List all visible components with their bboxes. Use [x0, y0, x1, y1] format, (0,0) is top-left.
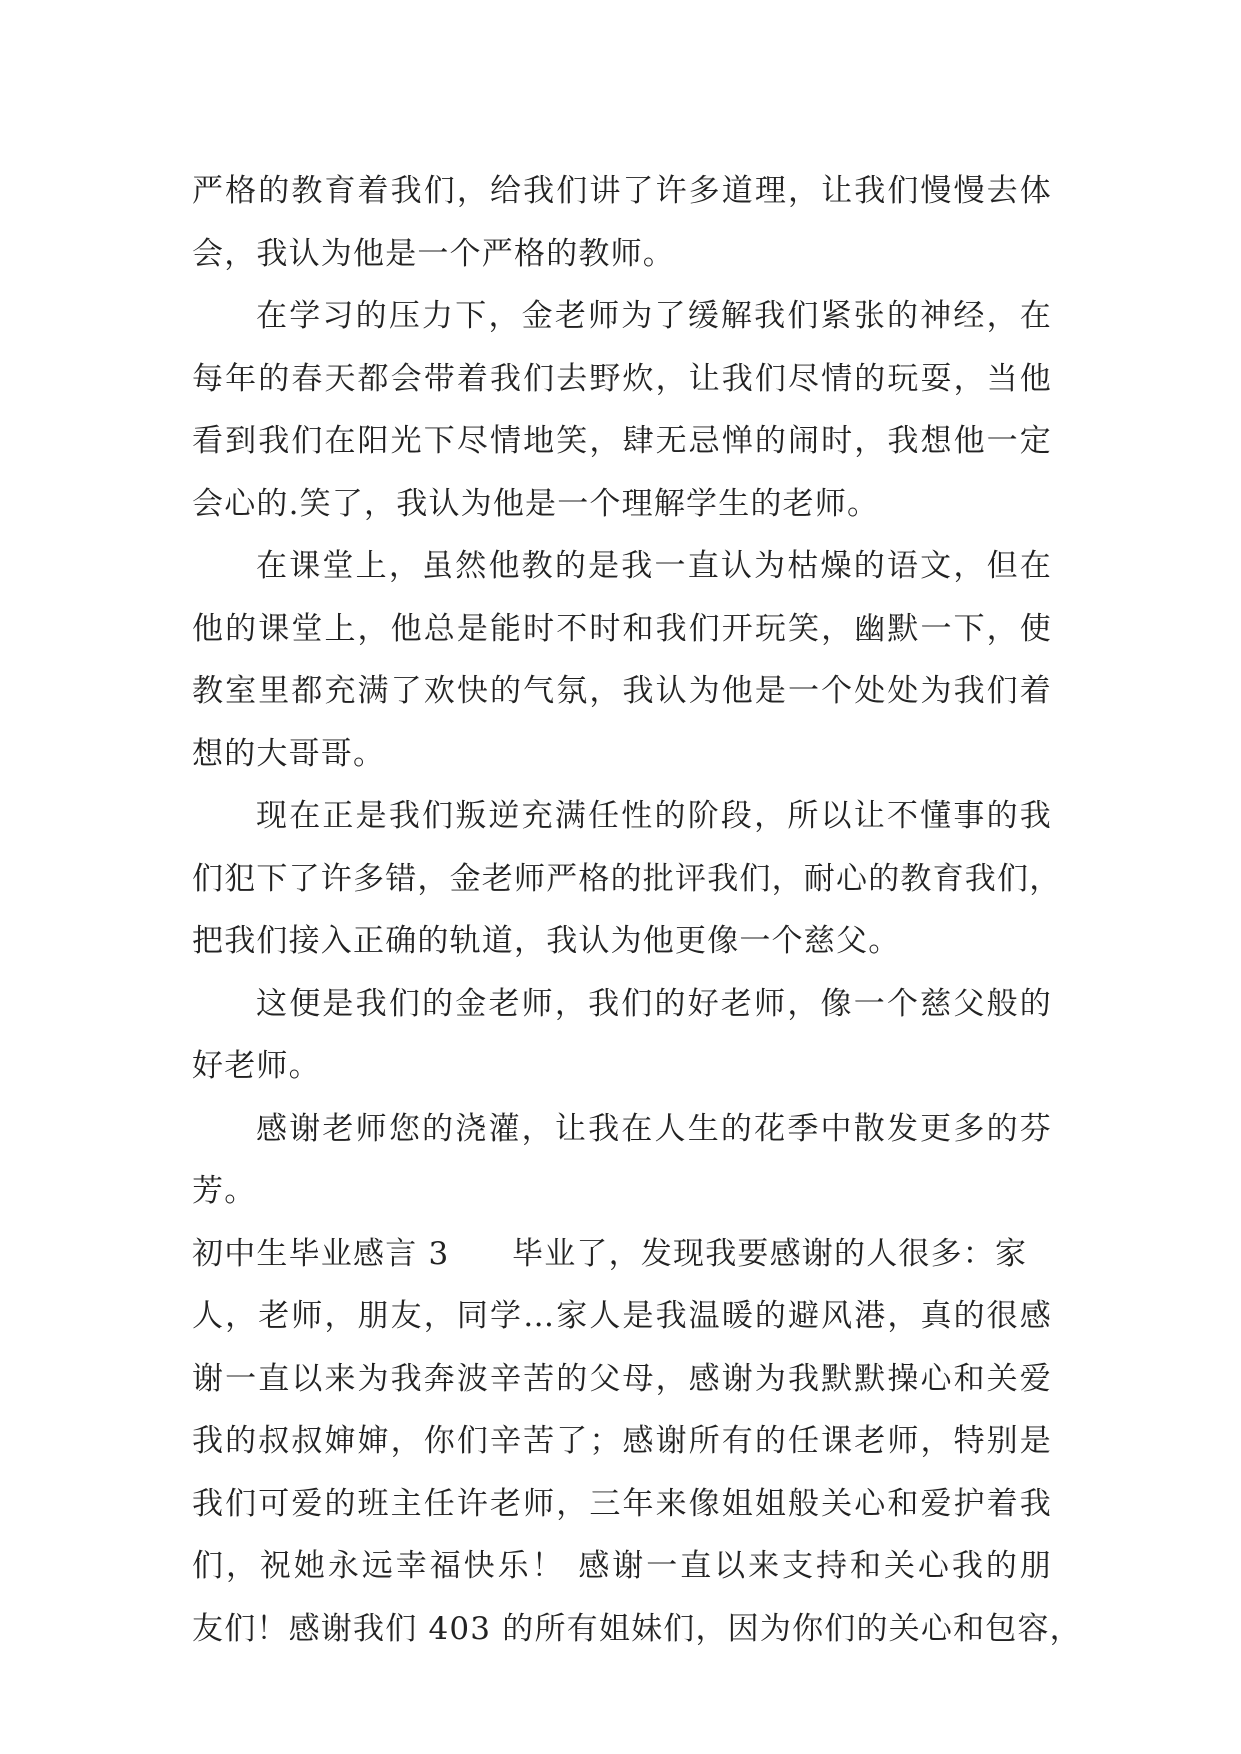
text-line: 严格的教育着我们，给我们讲了许多道理，让我们慢慢去体	[192, 173, 1052, 209]
text-line: 友们！感谢我们 403 的所有姐妹们，因为你们的关心和包容，	[192, 1610, 1082, 1647]
text-line: 在学习的压力下，金老师为了缓解我们紧张的神经，在	[256, 298, 1052, 334]
text-line: 谢一直以来为我奔波辛苦的父母，感谢为我默默操心和关爱	[192, 1360, 1052, 1397]
section-heading-line	[192, 1223, 1052, 1286]
text-line: 感谢老师您的浇灌，让我在人生的花季中散发更多的芬	[256, 1110, 1052, 1147]
text-line: 我们可爱的班主任许老师，三年来像姐姐般关心和爱护着我	[192, 1485, 1052, 1522]
section-title: 初中生毕业感言 3	[192, 1235, 450, 1272]
text-line: 芳。	[192, 1173, 257, 1209]
text-line: 想的大哥哥。	[192, 735, 386, 772]
text-line: 会心的.笑了，我认为他是一个理解学生的老师。	[192, 485, 880, 522]
text-line: 在课堂上，虽然他教的是我一直认为枯燥的语文，但在	[256, 548, 1052, 584]
text-line: 现在正是我们叛逆充满任性的阶段，所以让不懂事的我	[256, 798, 1052, 834]
text-line: 他的课堂上，他总是能时不时和我们开玩笑，幽默一下，使	[192, 610, 1052, 647]
text-line: 们，祝她永远幸福快乐！ 感谢一直以来支持和关心我的朋	[192, 1548, 1052, 1584]
section-first-line-text: 毕业了，发现我要感谢的人很多：家	[512, 1235, 1028, 1272]
text-line: 把我们接入正确的轨道，我认为他更像一个慈父。	[192, 923, 901, 959]
text-line: 我的叔叔婶婶，你们辛苦了；感谢所有的任课老师，特别是	[192, 1423, 1052, 1459]
text-line: 好老师。	[192, 1048, 321, 1084]
text-line: 会，我认为他是一个严格的教师。	[192, 235, 675, 272]
text-line: 每年的春天都会带着我们去野炊，让我们尽情的玩耍，当他	[192, 360, 1052, 397]
text-line: 教室里都充满了欢快的气氛，我认为他是一个处处为我们着	[192, 673, 1052, 709]
text-line: 们犯下了许多错，金老师严格的批评我们，耐心的教育我们，	[192, 860, 1062, 897]
text-line: 人，老师，朋友，同学…家人是我温暖的避风港，真的很感	[192, 1298, 1052, 1334]
document-body	[192, 160, 1082, 1660]
text-line: 看到我们在阳光下尽情地笑，肆无忌惮的闹时，我想他一定	[192, 423, 1052, 459]
text-line: 这便是我们的金老师，我们的好老师，像一个慈父般的	[256, 985, 1052, 1022]
